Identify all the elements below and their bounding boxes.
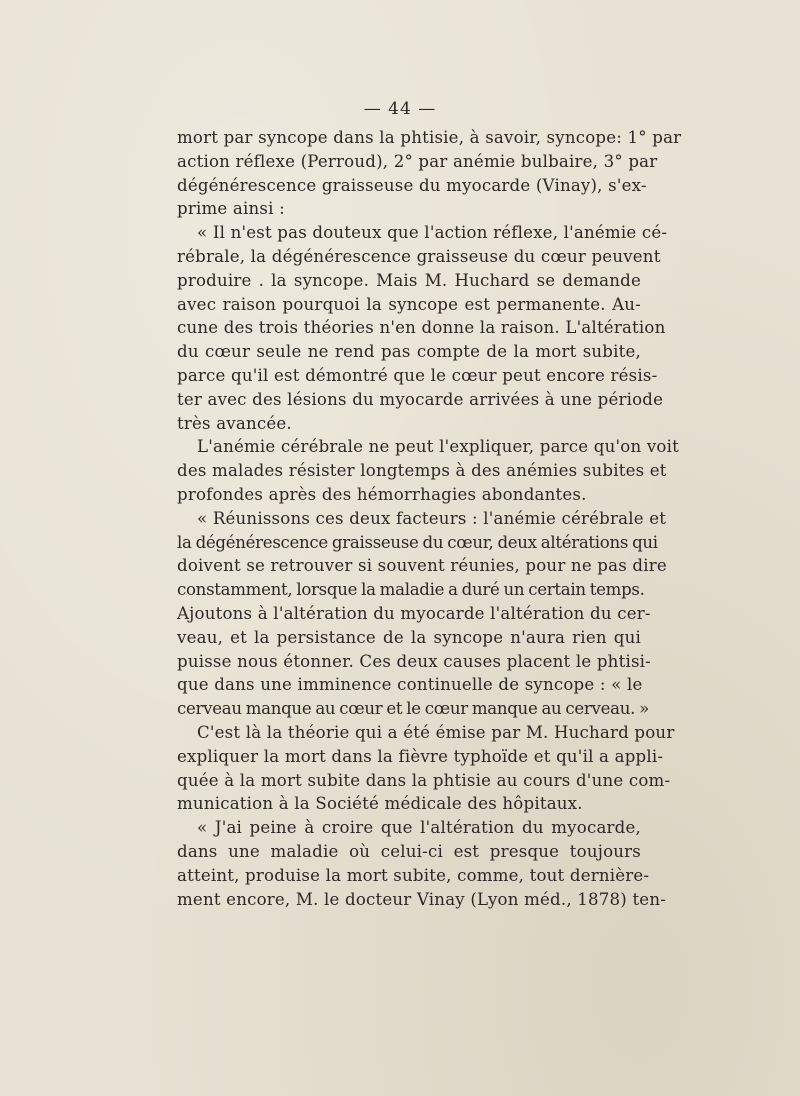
text-line: mort par syncope dans la phtisie, à savoir, syncope: 1° par <box>177 128 682 147</box>
text-line: munication à la Société médicale des hôpitaux. <box>177 794 583 814</box>
text-line: « Il n'est pas douteux que l'action réflexe, l'anémie cé- <box>197 223 668 243</box>
text-line: C'est là la théorie qui a été émise par M. Huchard pour <box>197 722 675 742</box>
text-line: expliquer la mort dans la fièvre typhoïde et qu'il a appli- <box>177 746 664 766</box>
text-line: Ajoutons à l'altération du myocarde l'altération du cer- <box>177 603 651 623</box>
text-line: cune des trois théories n'en donne la raison. L'altération <box>177 318 666 338</box>
text-line: ment encore, M. le docteur Vinay (Lyon méd., 1878) ten- <box>177 889 667 909</box>
text-line: « J'ai peine à croire que l'altération du myocarde, <box>197 818 641 838</box>
text-line: rébrale, la dégénérescence graisseuse du cœur peuvent <box>177 246 661 266</box>
text-line: veau, et la persistance de la syncope n'aura rien qui <box>177 627 641 647</box>
text-line: quée à la mort subite dans la phtisie au cours d'une com- <box>177 770 671 790</box>
text-line: action réflexe (Perroud), 2° par anémie bulbaire, 3° par <box>177 151 658 171</box>
text-line: puisse nous étonner. Ces deux causes placent le phtisi- <box>177 651 651 671</box>
text-line: atteint, produise la mort subite, comme, tout dernière- <box>177 865 650 885</box>
text-line: profondes après des hémorrhagies abondantes. <box>177 484 587 504</box>
text-line: avec raison pourquoi la syncope est permanente. Au- <box>177 294 641 314</box>
text-line: constamment, lorsque la maladie a duré un certain temps. <box>177 580 645 600</box>
text-line: dégénérescence graisseuse du myocarde (Vinay), s'ex- <box>177 175 647 195</box>
text-line: parce qu'il est démontré que le cœur peut encore résis- <box>177 365 658 385</box>
text-line: doivent se retrouver si souvent réunies, pour ne pas dire <box>177 556 667 576</box>
text-line: des malades résister longtemps à des anémies subites et <box>177 461 667 481</box>
text-line: la dégénérescence graisseuse du cœur, deux altérations qui <box>177 532 658 552</box>
body-text <box>177 126 682 911</box>
text-line: produire . la syncope. Mais M. Huchard se demande <box>177 270 641 290</box>
text-line: prime ainsi : <box>177 199 285 219</box>
text-line: L'anémie cérébrale ne peut l'expliquer, parce qu'on voit <box>197 437 679 457</box>
text-line: « Réunissons ces deux facteurs : l'anémie cérébrale et <box>197 508 667 528</box>
text-line: très avancée. <box>177 413 292 433</box>
text-line: cerveau manque au cœur et le cœur manque au cerveau. » <box>177 699 649 719</box>
text-line: ter avec des lésions du myocarde arrivées à une période <box>177 389 664 409</box>
text-line: dans une maladie où celui-ci est presque toujours <box>177 841 641 861</box>
text-line: du cœur seule ne rend pas compte de la mort subite, <box>177 342 641 362</box>
page-number: — 44 — <box>363 99 437 119</box>
text-line: que dans une imminence continuelle de syncope : « le <box>177 675 643 695</box>
